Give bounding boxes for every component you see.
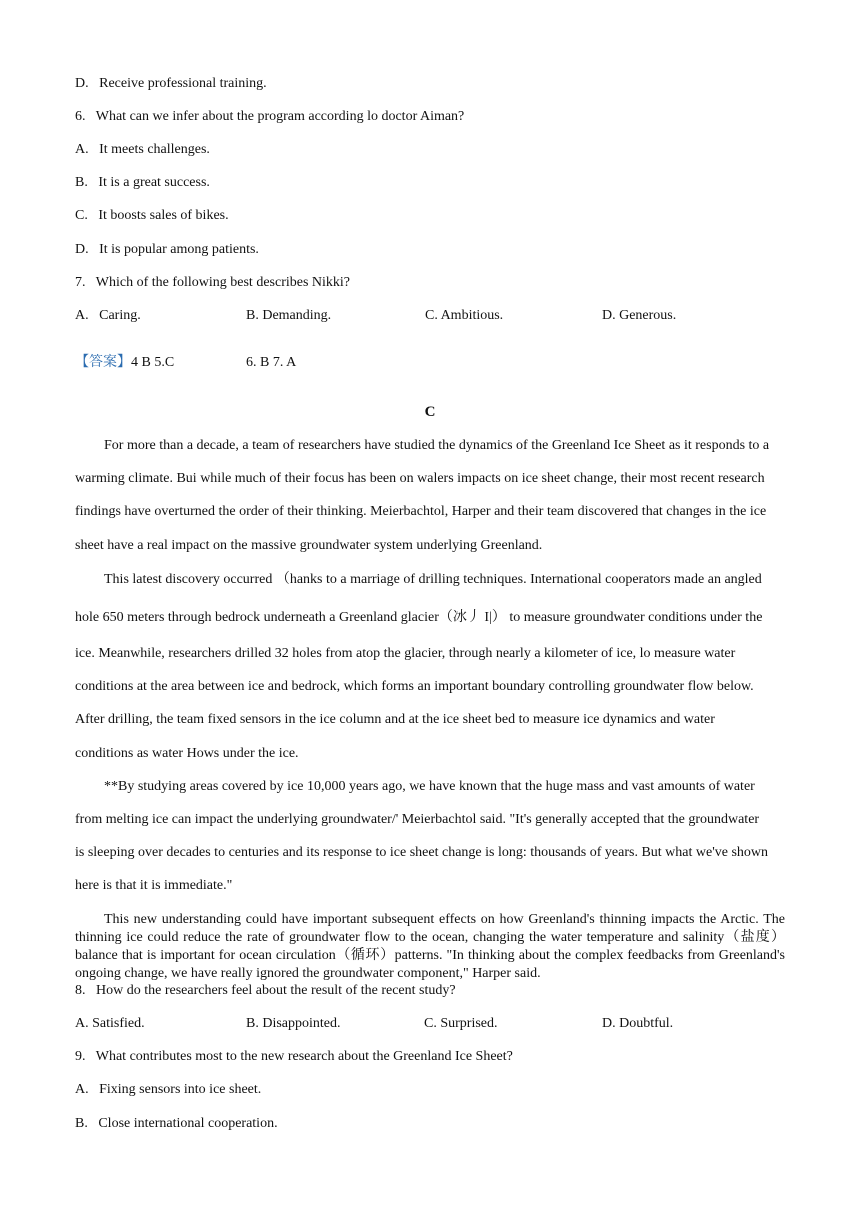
q8-option-c: C. Surprised. bbox=[424, 1016, 498, 1031]
p1-line-4: sheet have a real impact on the massive groundwater system underlying Greenland. bbox=[75, 538, 543, 553]
p4-paragraph: This new understanding could have important subsequent effects on how Greenland's thinning impacts the Arctic. The thinning ice could reduce the rate of groundwater flow to the ocean, changing the water temperature and salinity（盐度）balance that is important for ocean circulation（循环）patterns. "In thinking about the complex feedbacks from Greenland's ongoing change, we have really ignored the groundwater component," Harper said. bbox=[75, 912, 785, 981]
p3-line-3: is sleeping over decades to centuries and its response to ice sheet change is long: thousands of years. But what we've shown bbox=[75, 845, 769, 860]
question-9: 9. What contributes most to the new research about the Greenland Ice Sheet? bbox=[75, 1049, 513, 1064]
q8-option-b: B. Disappointed. bbox=[246, 1016, 341, 1031]
answer-part-1: 4 B 5.C bbox=[131, 355, 175, 370]
p3-line-4: here is that it is immediate." bbox=[75, 878, 233, 893]
p1-line-3: findings have overturned the order of their thinking. Meierbachtol, Harper and their team discovered that changes in the ice bbox=[75, 504, 767, 519]
q7-option-d: D. Generous. bbox=[602, 308, 677, 323]
q7-option-b: B. Demanding. bbox=[246, 308, 332, 323]
p3-line-2: from melting ice can impact the underlying groundwater/' Meierbachtol said. "It's generally accepted that the groundwater bbox=[75, 812, 760, 827]
answer-part-2: 6. B 7. A bbox=[246, 355, 297, 370]
section-title: C bbox=[424, 404, 436, 420]
p1-line-2: warming climate. Bui while much of their focus has been on walers impacts on ice sheet change, their most recent research bbox=[75, 471, 765, 486]
question-8: 8. How do the researchers feel about the result of the recent study? bbox=[75, 983, 456, 998]
p2-line-2: hole 650 meters through bedrock underneath a Greenland glacier（冰丿 I|） to measure groundwater conditions under the bbox=[75, 610, 763, 625]
question-6: 6. What can we infer about the program according lo doctor Aiman? bbox=[75, 109, 465, 124]
q5-option-d: D. Receive professional training. bbox=[75, 76, 267, 91]
answer-line bbox=[75, 354, 174, 372]
p2-line-4: conditions at the area between ice and bedrock, which forms an important boundary controlling groundwater flow below. bbox=[75, 679, 754, 694]
p1-line-1: For more than a decade, a team of researchers have studied the dynamics of the Greenland Ice Sheet as it responds to a bbox=[104, 438, 770, 453]
p2-line-5: After drilling, the team fixed sensors in the ice column and at the ice sheet bed to measure ice dynamics and water bbox=[75, 712, 715, 727]
p2-line-3: ice. Meanwhile, researchers drilled 32 holes from atop the glacier, through nearly a kilometer of ice, lo measure water bbox=[75, 646, 736, 661]
q7-option-a: A. Caring. bbox=[75, 308, 141, 323]
p2-line-6: conditions as water Hows under the ice. bbox=[75, 746, 299, 761]
p2-line-1: This latest discovery occurred （hanks to a marriage of drilling techniques. International cooperators made an angled bbox=[104, 572, 762, 587]
answer-tag: 【答案】 bbox=[75, 355, 131, 370]
p3-line-1: **By studying areas covered by ice 10,000 years ago, we have known that the huge mass and vast amounts of water bbox=[104, 779, 755, 794]
question-7: 7. Which of the following best describes Nikki? bbox=[75, 275, 351, 290]
q6-option-c: C. It boosts sales of bikes. bbox=[75, 208, 229, 223]
q6-option-a: A. It meets challenges. bbox=[75, 142, 210, 157]
q6-option-d: D. It is popular among patients. bbox=[75, 242, 259, 257]
q8-option-a: A. Satisfied. bbox=[75, 1016, 145, 1031]
q8-option-d: D. Doubtful. bbox=[602, 1016, 674, 1031]
q6-option-b: B. It is a great success. bbox=[75, 175, 210, 190]
q9-option-a: A. Fixing sensors into ice sheet. bbox=[75, 1082, 262, 1097]
q9-option-b: B. Close international cooperation. bbox=[75, 1116, 278, 1131]
q7-option-c: C. Ambitious. bbox=[425, 308, 504, 323]
